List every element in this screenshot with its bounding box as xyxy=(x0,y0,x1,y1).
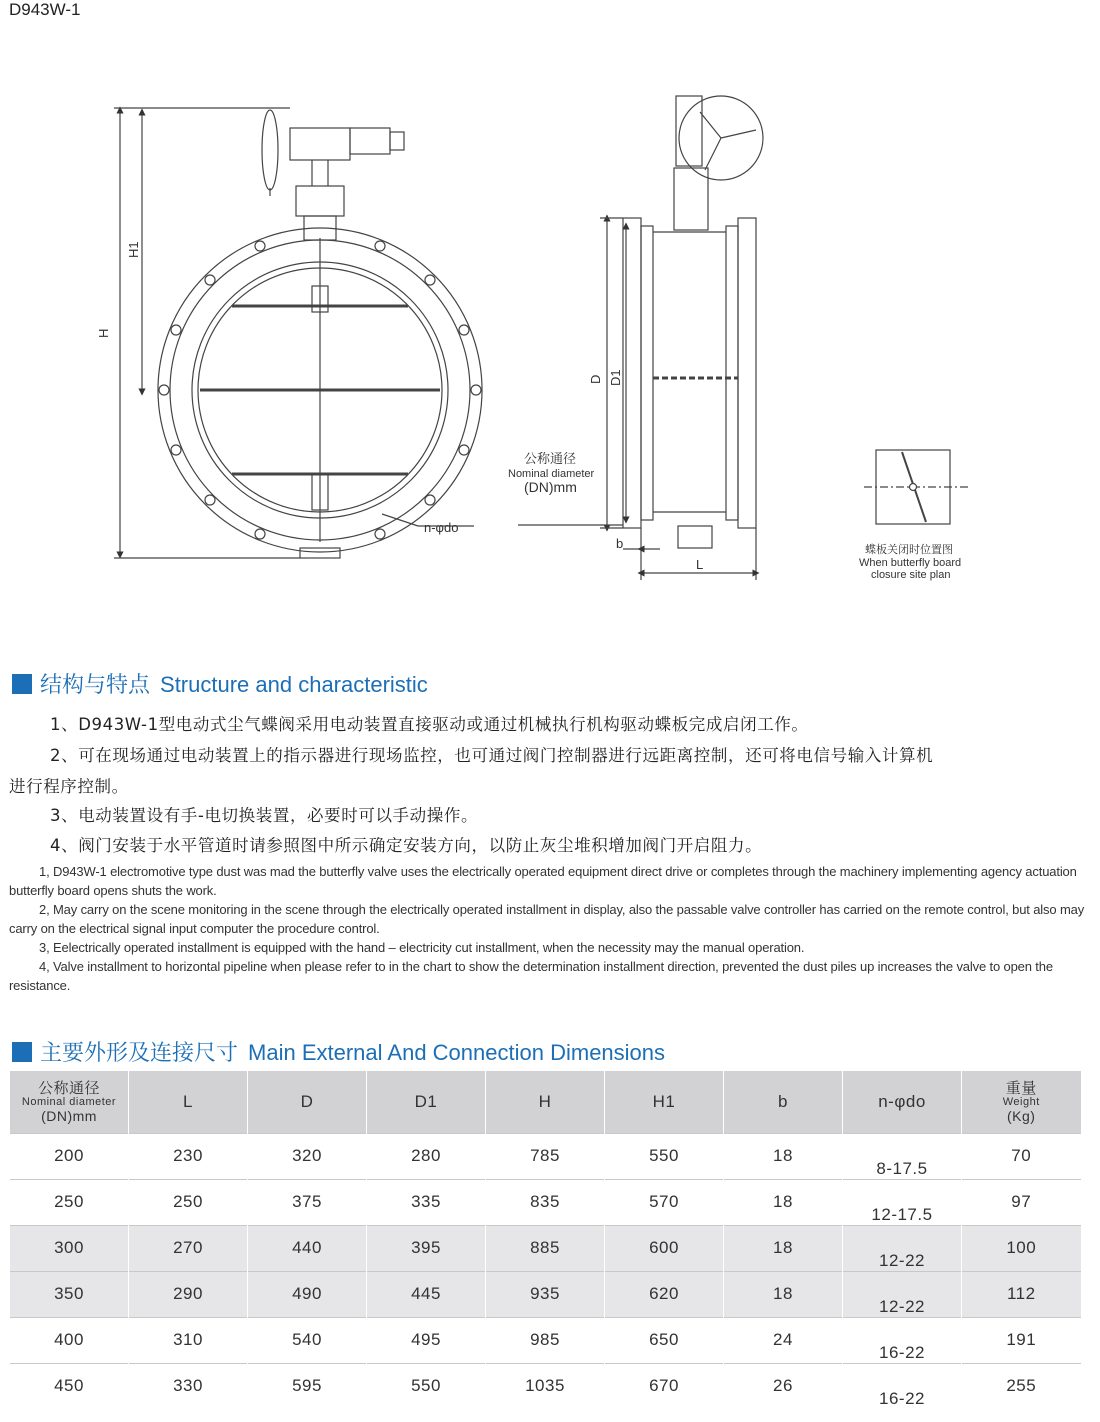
label-b: b xyxy=(616,536,624,551)
closure-cn: 蝶板关闭时位置图 xyxy=(865,543,953,556)
cell-d1: 495 xyxy=(367,1317,486,1363)
header-h: H xyxy=(486,1071,605,1133)
cell-dn: 200 xyxy=(10,1133,129,1179)
cell-h: 785 xyxy=(486,1133,605,1179)
cell-dn: 450 xyxy=(10,1363,129,1409)
closure-en-1: When butterfly board xyxy=(859,557,962,569)
header-dn-cn: 公称通径 xyxy=(37,1078,100,1097)
cell-d1: 280 xyxy=(367,1133,486,1179)
cell-d1: 335 xyxy=(367,1179,486,1225)
cell-weight: 255 xyxy=(962,1363,1081,1409)
cell-l: 330 xyxy=(129,1363,248,1409)
en-item-2: 2, May carry on the scene monitoring in the scene through the electrically operated installment in display, also the passable valve controller has carried on the remote control, but also may carry on the electrical signal input computer the procedure control. xyxy=(9,902,1085,936)
section-marker-icon xyxy=(12,674,32,694)
cell-dn: 400 xyxy=(10,1317,129,1363)
cell-b: 18 xyxy=(724,1271,843,1317)
model-title: D943W-1 xyxy=(9,0,81,19)
dimensions-title-en: Main External And Connection Dimensions xyxy=(248,1040,666,1065)
table-row xyxy=(10,1317,1081,1363)
nominal-unit: (DN)mm xyxy=(524,479,577,495)
header-l: L xyxy=(129,1071,248,1133)
header-weight-unit: (Kg) xyxy=(1007,1107,1036,1124)
cell-b: 18 xyxy=(724,1179,843,1225)
cell-n-phi-do: 12-22 xyxy=(843,1271,962,1317)
cell-d: 540 xyxy=(248,1317,367,1363)
cell-l: 270 xyxy=(129,1225,248,1271)
table-row xyxy=(10,1225,1081,1271)
cell-h: 935 xyxy=(486,1271,605,1317)
cell-b: 26 xyxy=(724,1363,843,1409)
header-d: D xyxy=(248,1071,367,1133)
header-dn-unit: (DN)mm xyxy=(41,1107,97,1124)
table-header-row xyxy=(10,1071,1081,1133)
header-weight xyxy=(962,1071,1081,1133)
zh-item-2: 2、可在现场通过电动装置上的指示器进行现场监控，也可通过阀门控制器进行远距离控制，还可将电信号输入计算机 xyxy=(50,746,934,765)
cell-h: 1035 xyxy=(486,1363,605,1409)
cell-d: 595 xyxy=(248,1363,367,1409)
cell-b: 18 xyxy=(724,1133,843,1179)
label-l: L xyxy=(696,557,704,572)
closure-en-2: closure site plan xyxy=(871,569,951,581)
label-d1: D1 xyxy=(608,369,623,386)
label-h1: H1 xyxy=(126,241,141,258)
zh-item-1: 1、D943W-1型电动式尘气蝶阀采用电动装置直接驱动或通过机械执行机构驱动蝶板完成启闭工作。 xyxy=(50,715,809,734)
label-n-phi-do: n-φdo xyxy=(424,520,459,535)
cell-n-phi-do: 12-22 xyxy=(843,1225,962,1271)
zh-item-2-cont: 进行程序控制。 xyxy=(9,777,129,796)
structure-title-cn: 结构与特点 xyxy=(40,673,151,698)
cell-h1: 650 xyxy=(605,1317,724,1363)
header-weight-cn: 重量 xyxy=(1005,1078,1037,1097)
cell-dn: 350 xyxy=(10,1271,129,1317)
cell-h: 985 xyxy=(486,1317,605,1363)
table-row xyxy=(10,1179,1081,1225)
zh-item-4: 4、阀门安装于水平管道时请参照图中所示确定安装方向，以防止灰尘堆积增加阀门开启阻力。 xyxy=(50,836,763,855)
cell-d1: 445 xyxy=(367,1271,486,1317)
header-d1: D1 xyxy=(367,1071,486,1133)
cell-d: 375 xyxy=(248,1179,367,1225)
header-weight-en: Weight xyxy=(1002,1095,1040,1108)
cell-h1: 600 xyxy=(605,1225,724,1271)
cell-n-phi-do: 12-17.5 xyxy=(843,1179,962,1225)
cell-h1: 550 xyxy=(605,1133,724,1179)
dimensions-section-title xyxy=(12,1036,665,1067)
dimensions-table xyxy=(9,1071,1081,1409)
cell-weight: 97 xyxy=(962,1179,1081,1225)
label-h: H xyxy=(96,328,111,338)
header-n-phi-do: n-φdo xyxy=(843,1071,962,1133)
dimensions-title-cn: 主要外形及连接尺寸 xyxy=(40,1041,239,1066)
label-d: D xyxy=(588,374,603,384)
cell-weight: 70 xyxy=(962,1133,1081,1179)
en-item-4: 4, Valve installment to horizontal pipeline when please refer to in the chart to show the determination installment direction, prevented the dust piles up increases the valve to open the resistance. xyxy=(9,959,1053,993)
header-h1: H1 xyxy=(605,1071,724,1133)
cell-h: 885 xyxy=(486,1225,605,1271)
cell-weight: 112 xyxy=(962,1271,1081,1317)
structure-section-title xyxy=(12,668,428,699)
cell-d: 320 xyxy=(248,1133,367,1179)
header-dn-en: Nominal diameter xyxy=(21,1095,117,1108)
cell-b: 18 xyxy=(724,1225,843,1271)
en-item-3: 3, Eelectrically operated installment is equipped with the hand – electricity cut installment, when the necessity may the manual operation. xyxy=(39,940,805,955)
cell-h: 835 xyxy=(486,1179,605,1225)
cell-l: 290 xyxy=(129,1271,248,1317)
table-row xyxy=(10,1133,1081,1179)
structure-title-en: Structure and characteristic xyxy=(160,672,428,697)
table-row xyxy=(10,1271,1081,1317)
cell-n-phi-do: 16-22 xyxy=(843,1363,962,1409)
cell-d: 440 xyxy=(248,1225,367,1271)
cell-n-phi-do: 8-17.5 xyxy=(843,1133,962,1179)
cell-d: 490 xyxy=(248,1271,367,1317)
zh-item-3: 3、电动装置设有手-电切换装置，必要时可以手动操作。 xyxy=(50,806,479,825)
cell-b: 24 xyxy=(724,1317,843,1363)
table-row xyxy=(10,1363,1081,1409)
cell-h1: 570 xyxy=(605,1179,724,1225)
cell-d1: 395 xyxy=(367,1225,486,1271)
cell-l: 250 xyxy=(129,1179,248,1225)
cell-dn: 250 xyxy=(10,1179,129,1225)
cell-l: 230 xyxy=(129,1133,248,1179)
en-item-1: 1, D943W-1 electromotive type dust was mad the butterfly valve uses the electrically operated equipment direct drive or completes through the machinery implementing agency actuation butterfly board opens shuts the work. xyxy=(9,864,1077,898)
cell-weight: 100 xyxy=(962,1225,1081,1271)
cell-l: 310 xyxy=(129,1317,248,1363)
section-marker-icon xyxy=(12,1042,32,1062)
header-dn xyxy=(10,1071,129,1133)
header-b: b xyxy=(724,1071,843,1133)
nominal-cn: 公称通径 xyxy=(524,452,577,467)
cell-weight: 191 xyxy=(962,1317,1081,1363)
cell-h1: 670 xyxy=(605,1363,724,1409)
cell-d1: 550 xyxy=(367,1363,486,1409)
valve-drawing xyxy=(0,0,1100,600)
cell-n-phi-do: 16-22 xyxy=(843,1317,962,1363)
cell-dn: 300 xyxy=(10,1225,129,1271)
nominal-en: Nominal diameter xyxy=(508,468,595,480)
cell-h1: 620 xyxy=(605,1271,724,1317)
